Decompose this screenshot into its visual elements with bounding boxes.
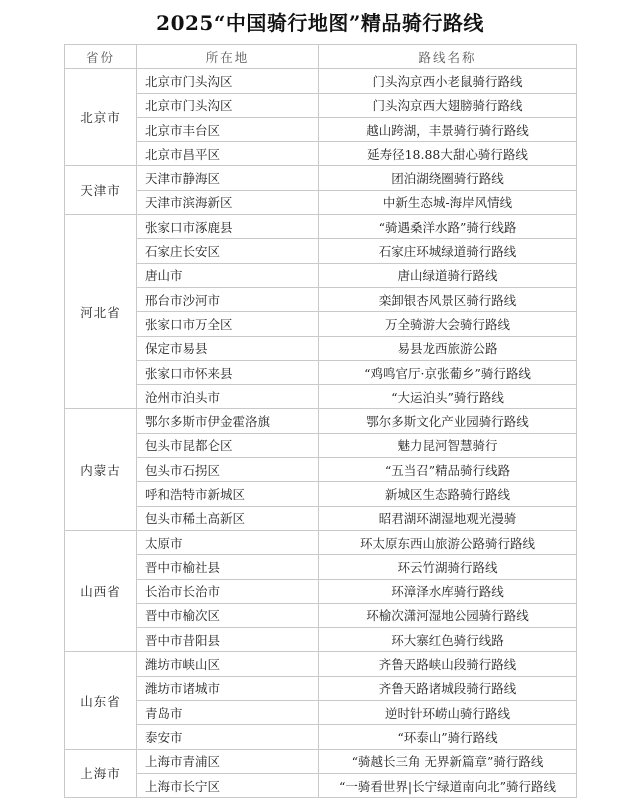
location-cell: 北京市昌平区 [137, 142, 319, 166]
route-cell: 环云竹湖骑行路线 [319, 555, 577, 579]
location-cell: 保定市易县 [137, 336, 319, 360]
table-row [65, 190, 577, 214]
province-cell: 上海市 [65, 749, 137, 798]
province-cell: 山西省 [65, 530, 137, 651]
table-row [65, 336, 577, 360]
table-row [65, 166, 577, 190]
location-cell: 潍坊市诸城市 [137, 676, 319, 700]
route-cell: 中新生态城-海岸风情线 [319, 190, 577, 214]
route-cell: 易县龙西旅游公路 [319, 336, 577, 360]
location-cell: 晋中市昔阳县 [137, 628, 319, 652]
table-row [65, 385, 577, 409]
location-cell: 唐山市 [137, 263, 319, 287]
route-cell: 唐山绿道骑行路线 [319, 263, 577, 287]
location-cell: 天津市静海区 [137, 166, 319, 190]
route-cell: “五当召”精品骑行线路 [319, 458, 577, 482]
route-cell: “大运泊头”骑行路线 [319, 385, 577, 409]
route-cell: 团泊湖绕圈骑行路线 [319, 166, 577, 190]
table-row [65, 652, 577, 676]
route-cell: “环泰山”骑行路线 [319, 725, 577, 749]
route-cell: 齐鲁天路峡山段骑行路线 [319, 652, 577, 676]
table-row [65, 93, 577, 117]
route-cell: 昭君湖环湖湿地观光漫骑 [319, 506, 577, 530]
location-cell: 包头市石拐区 [137, 458, 319, 482]
route-cell: 栾卸银杏风景区骑行路线 [319, 287, 577, 311]
route-cell: 环榆次潇河湿地公园骑行路线 [319, 603, 577, 627]
routes-table [64, 44, 577, 798]
header-route: 路线名称 [319, 45, 577, 69]
route-cell: 新城区生态路骑行路线 [319, 482, 577, 506]
location-cell: 太原市 [137, 530, 319, 554]
location-cell: 晋中市榆社县 [137, 555, 319, 579]
location-cell: 包头市稀土高新区 [137, 506, 319, 530]
route-cell: 万全骑游大会骑行路线 [319, 312, 577, 336]
location-cell: 张家口市怀来县 [137, 360, 319, 384]
table-row [65, 701, 577, 725]
location-cell: 天津市滨海新区 [137, 190, 319, 214]
location-cell: 邢台市沙河市 [137, 287, 319, 311]
location-cell: 北京市丰台区 [137, 117, 319, 141]
table-row [65, 433, 577, 457]
route-cell: 逆时针环崂山骑行路线 [319, 701, 577, 725]
table-row [65, 117, 577, 141]
header-province: 省份 [65, 45, 137, 69]
location-cell: 呼和浩特市新城区 [137, 482, 319, 506]
location-cell: 青岛市 [137, 701, 319, 725]
table-row [65, 360, 577, 384]
table-row [65, 749, 577, 773]
location-cell: 泰安市 [137, 725, 319, 749]
location-cell: 张家口市万全区 [137, 312, 319, 336]
table-row [65, 676, 577, 700]
route-cell: 环太原东西山旅游公路骑行路线 [319, 530, 577, 554]
location-cell: 北京市门头沟区 [137, 93, 319, 117]
table-row [65, 215, 577, 239]
route-cell: 越山跨湖，丰景骑行骑行路线 [319, 117, 577, 141]
province-cell: 北京市 [65, 69, 137, 166]
route-cell: 鄂尔多斯文化产业园骑行路线 [319, 409, 577, 433]
province-cell: 天津市 [65, 166, 137, 215]
table-header-row [65, 45, 577, 69]
location-cell: 上海市长宁区 [137, 773, 319, 797]
table-row [65, 263, 577, 287]
table-row [65, 628, 577, 652]
location-cell: 张家口市涿鹿县 [137, 215, 319, 239]
route-cell: 齐鲁天路诸城段骑行路线 [319, 676, 577, 700]
location-cell: 晋中市榆次区 [137, 603, 319, 627]
route-cell: 延寿径18.88大甜心骑行路线 [319, 142, 577, 166]
table-row [65, 530, 577, 554]
location-cell: 石家庄长安区 [137, 239, 319, 263]
location-cell: 潍坊市峡山区 [137, 652, 319, 676]
header-location: 所在地 [137, 45, 319, 69]
table-row [65, 482, 577, 506]
route-cell: 石家庄环城绿道骑行路线 [319, 239, 577, 263]
table-row [65, 603, 577, 627]
table-row [65, 287, 577, 311]
route-cell: 环漳泽水库骑行路线 [319, 579, 577, 603]
location-cell: 长治市长治市 [137, 579, 319, 603]
province-cell: 河北省 [65, 215, 137, 409]
table-row [65, 579, 577, 603]
location-cell: 鄂尔多斯市伊金霍洛旗 [137, 409, 319, 433]
table-row [65, 458, 577, 482]
route-cell: “骑越长三角 无界新篇章”骑行路线 [319, 749, 577, 773]
location-cell: 沧州市泊头市 [137, 385, 319, 409]
route-cell: 门头沟京西大翅膀骑行路线 [319, 93, 577, 117]
route-cell: “一骑看世界|长宁绿道南向北”骑行路线 [319, 773, 577, 797]
province-cell: 内蒙古 [65, 409, 137, 530]
table-row [65, 555, 577, 579]
location-cell: 包头市昆都仑区 [137, 433, 319, 457]
table-row [65, 239, 577, 263]
table-row [65, 773, 577, 797]
route-cell: 门头沟京西小老鼠骑行路线 [319, 69, 577, 93]
page-title: 2025“中国骑行地图”精品骑行路线 [156, 11, 484, 35]
location-cell: 上海市青浦区 [137, 749, 319, 773]
route-cell: “鸡鸣官厅·京张葡乡”骑行路线 [319, 360, 577, 384]
table-row [65, 69, 577, 93]
location-cell: 北京市门头沟区 [137, 69, 319, 93]
route-cell: 魅力昆河智慧骑行 [319, 433, 577, 457]
table-row [65, 506, 577, 530]
table-row [65, 312, 577, 336]
route-cell: “骑遇桑洋水路”骑行线路 [319, 215, 577, 239]
route-cell: 环大寨红色骑行线路 [319, 628, 577, 652]
table-row [65, 409, 577, 433]
province-cell: 山东省 [65, 652, 137, 749]
table-row [65, 142, 577, 166]
table-row [65, 725, 577, 749]
table-body [65, 69, 577, 798]
